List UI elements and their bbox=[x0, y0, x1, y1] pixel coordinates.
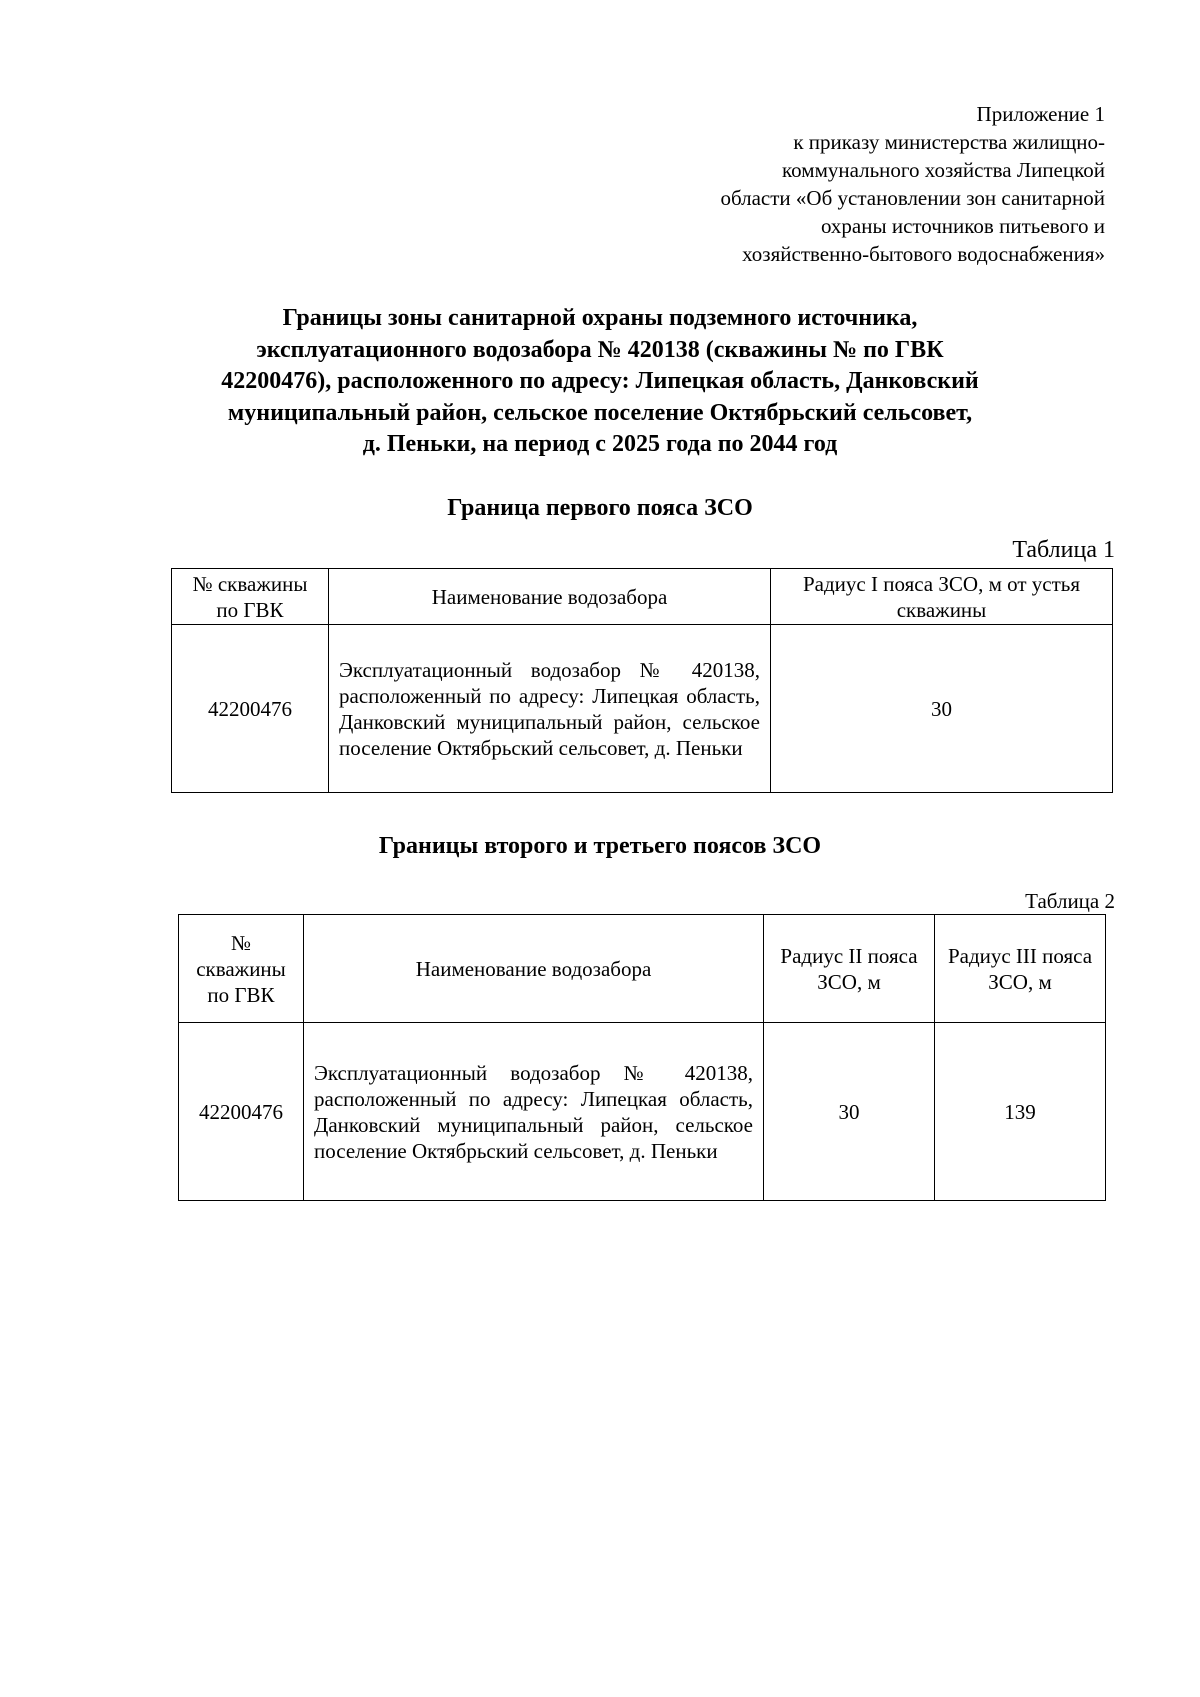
appendix-line: охраны источников питьевого и bbox=[820, 214, 1105, 238]
table-row bbox=[172, 625, 1113, 793]
appendix-line: коммунального хозяйства Липецкой bbox=[782, 158, 1105, 182]
header-intake-name: Наименование водозабора bbox=[329, 569, 771, 625]
header-radius-3: Радиус III пояса ЗСО, м bbox=[935, 915, 1106, 1023]
appendix-note bbox=[585, 100, 1105, 268]
title-line: 42200476), расположенного по адресу: Липецкая область, Данковский bbox=[221, 368, 979, 394]
cell-well-number: 42200476 bbox=[172, 625, 329, 793]
table-2 bbox=[178, 914, 1106, 1201]
cell-radius-1: 30 bbox=[771, 625, 1113, 793]
title-line: эксплуатационного водозабора № 420138 (скважины № по ГВК bbox=[256, 336, 944, 363]
header-radius-2: Радиус II пояса ЗСО, м bbox=[764, 915, 935, 1023]
table-1-label: Таблица 1 bbox=[1012, 537, 1115, 563]
document-title bbox=[150, 303, 1050, 461]
cell-radius-3: 139 bbox=[935, 1023, 1106, 1201]
appendix-line: области «Об установлении зон санитарной bbox=[720, 186, 1105, 210]
title-line: Границы зоны санитарной охраны подземного источника, bbox=[282, 305, 918, 331]
cell-well-number: 42200476 bbox=[179, 1023, 304, 1201]
appendix-line: к приказу министерства жилищно- bbox=[793, 130, 1105, 154]
header-intake-name: Наименование водозабора bbox=[304, 915, 764, 1023]
table-2-label: Таблица 2 bbox=[1025, 889, 1115, 913]
title-line: д. Пеньки, на период с 2025 года по 2044 год bbox=[362, 431, 838, 457]
title-line: муниципальный район, сельское поселение Октябрьский сельсовет, bbox=[227, 399, 973, 426]
table-1 bbox=[171, 568, 1113, 793]
header-well-number: № скважины по ГВК bbox=[172, 569, 329, 625]
header-radius-1: Радиус I пояса ЗСО, м от устья скважины bbox=[771, 569, 1113, 625]
table-2-header-row bbox=[179, 915, 1106, 1023]
cell-radius-2: 30 bbox=[764, 1023, 935, 1201]
section-2-title: Границы второго и третьего поясов ЗСО bbox=[378, 833, 822, 859]
appendix-line: Приложение 1 bbox=[976, 102, 1105, 126]
cell-intake-name: Эксплуатационный водозабор № 420138, расположенный по адресу: Липецкая область, Данковский муниципальный район, сельское поселение Октябрьский сельсовет, д. Пеньки bbox=[329, 625, 771, 793]
cell-intake-name: Эксплуатационный водозабор № 420138, расположенный по адресу: Липецкая область, Данковский муниципальный район, сельское поселение Октябрьский сельсовет, д. Пеньки bbox=[304, 1023, 764, 1201]
table-row bbox=[179, 1023, 1106, 1201]
header-well-number: № скважины по ГВК bbox=[179, 915, 304, 1023]
appendix-line: хозяйственно-бытового водоснабжения» bbox=[742, 242, 1105, 266]
table-1-header-row bbox=[172, 569, 1113, 625]
section-1-title: Граница первого пояса ЗСО bbox=[447, 495, 753, 521]
